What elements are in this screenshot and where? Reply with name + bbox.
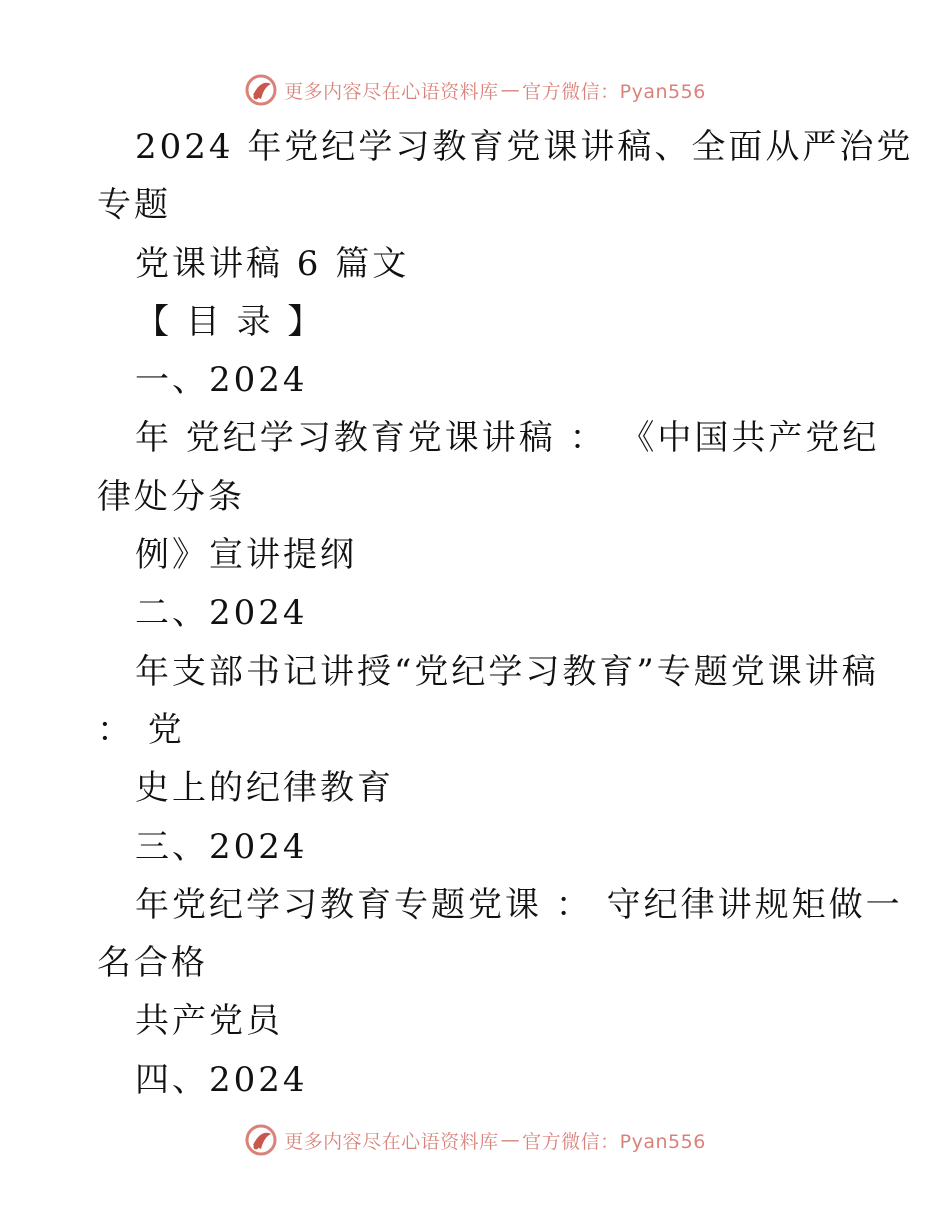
ink-brush-seal-icon	[244, 1123, 278, 1157]
watermark-wechat-text: 官方微信：Pyan556	[522, 80, 706, 103]
toc-item-1-number: 一、2024	[135, 360, 308, 401]
toc-item-4-number: 四、2024	[135, 1059, 308, 1100]
doc-line-2: 专题	[97, 185, 171, 226]
toc-item-1-line-2: 律处分条	[97, 476, 245, 517]
document-body	[0, 118, 950, 1109]
toc-item-2-line-1: 年支部书记讲授“党纪学习教育”专题党课讲稿	[135, 651, 879, 692]
doc-line-1: 2024 年党纪学习教育党课讲稿、全面从严治党	[135, 127, 914, 167]
toc-item-2-number: 二、2024	[135, 593, 308, 634]
toc-heading: 【 目 录 】	[135, 301, 325, 342]
doc-line-3: 党课讲稿 6 篇文	[135, 243, 410, 284]
watermark-separator: —	[500, 1129, 521, 1151]
toc-item-3-line-2: 名合格	[97, 943, 208, 984]
watermark-separator: —	[500, 79, 521, 101]
ink-brush-seal-icon	[244, 73, 278, 107]
watermark-main-text: 更多内容尽在心语资料库	[284, 1130, 499, 1153]
toc-item-3-number: 三、2024	[135, 826, 308, 867]
watermark-main-text: 更多内容尽在心语资料库	[284, 80, 499, 103]
watermark-wechat-text: 官方微信：Pyan556	[522, 1130, 706, 1153]
toc-item-1-line-1: 年 党纪学习教育党课讲稿 ： 《中国共产党纪	[135, 418, 880, 459]
footer-watermark	[0, 1120, 950, 1160]
toc-item-2-line-3: 史上的纪律教育	[135, 768, 394, 809]
toc-item-3-line-3: 共产党员	[135, 1001, 283, 1042]
toc-item-3-line-1: 年党纪学习教育专题党课 ： 守纪律讲规矩做一	[135, 884, 903, 925]
toc-item-1-line-3: 例》宣讲提纲	[135, 535, 357, 576]
header-watermark	[0, 70, 950, 110]
toc-item-2-line-2: ： 党	[97, 709, 185, 750]
